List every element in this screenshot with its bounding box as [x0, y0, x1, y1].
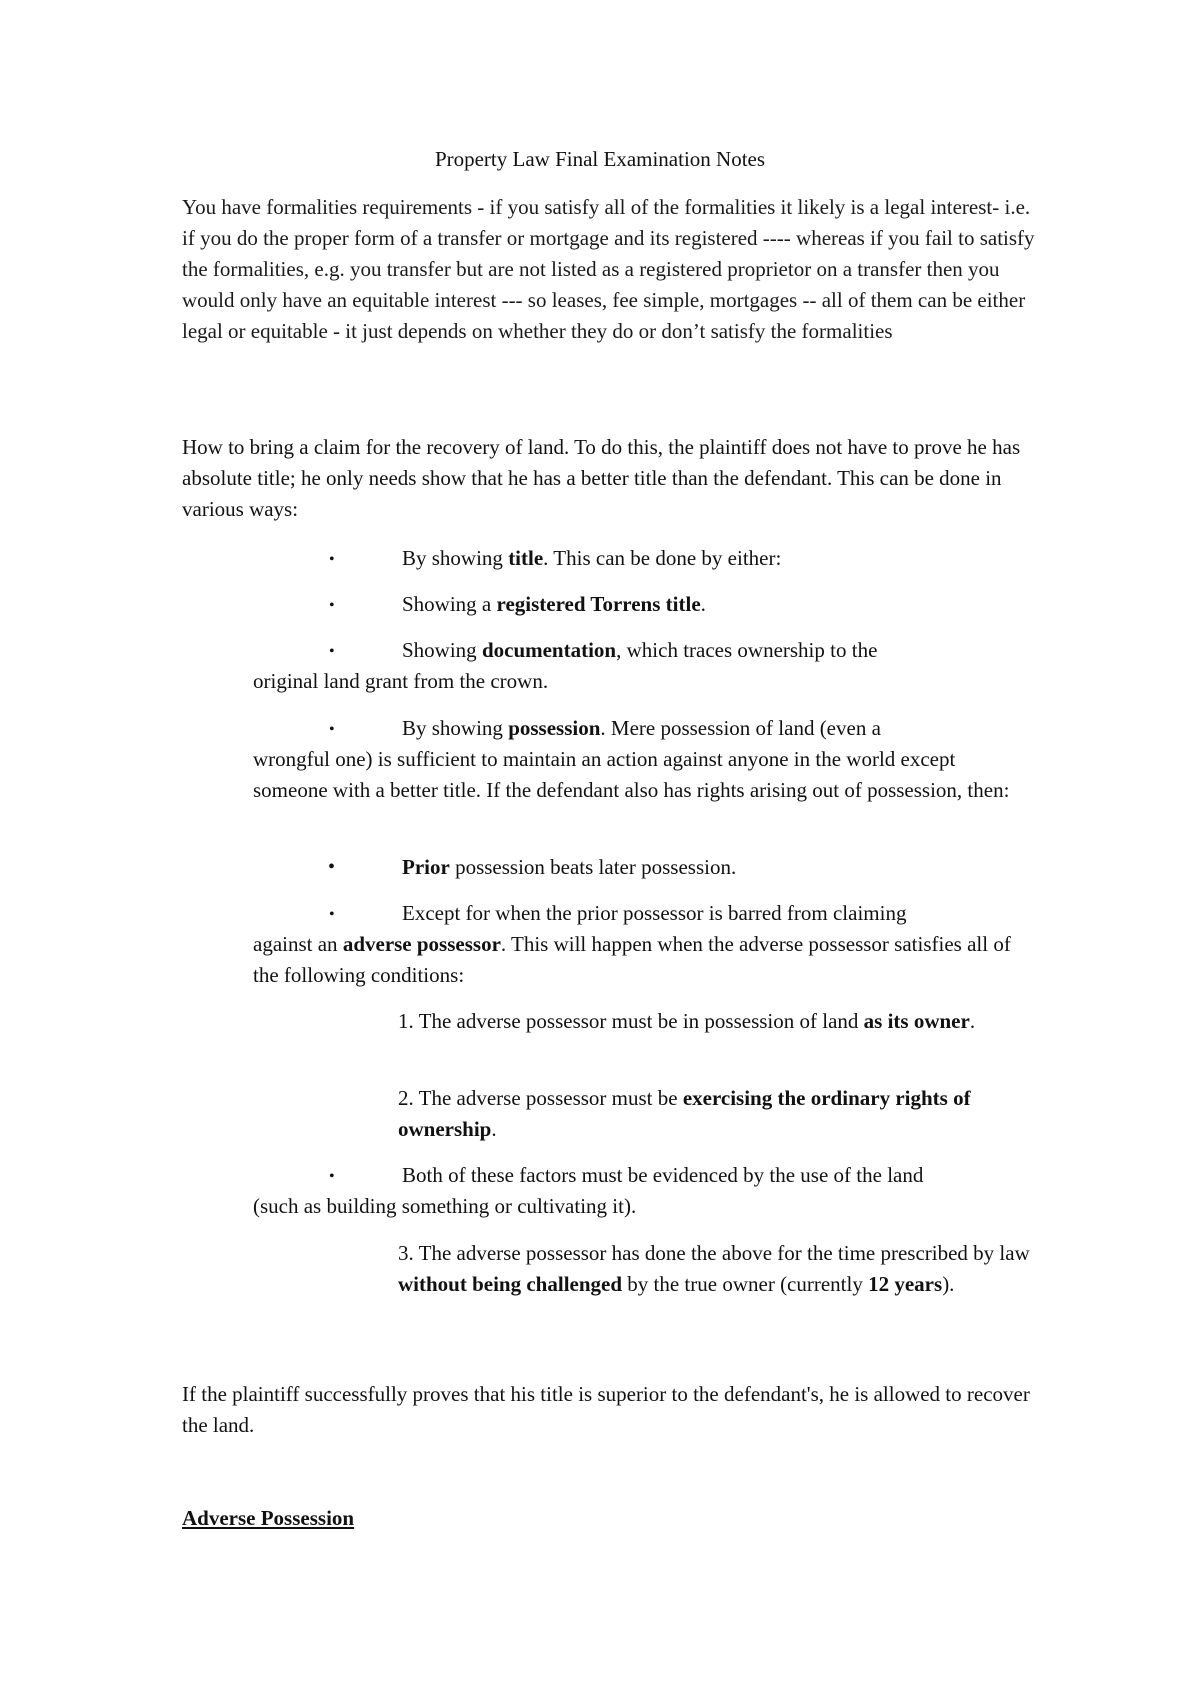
bullet-icon: • [329, 906, 335, 923]
list-item-continuation: (such as building something or cultivating it). [253, 1194, 637, 1218]
list-item-text: By showing possession. Mere possession of land (even a [402, 716, 881, 740]
intro-paragraph: You have formalities requirements - if you satisfy all of the formalities it likely is a legal interest- i.e. if you do the proper form of a transfer or mortgage and its registered ---- whereas if you fail to satisfy the formalities, e.g. you transfer but are not listed as a registered proprietor on a transfer then you would only have an equitable interest --- so leases, fee simple, mortgages -- all of them can be either legal or equitable - it just depends on whether they do or don’t satisfy the formalities [182, 195, 1035, 343]
list-item-text: Showing documentation, which traces ownership to the [402, 638, 878, 662]
list-item-text: Except for when the prior possessor is barred from claiming [402, 901, 907, 925]
list-item-text: By showing title. This can be done by either: [402, 546, 782, 570]
bullet-icon: • [329, 1168, 335, 1185]
bullet-icon: • [329, 643, 335, 660]
list-item-text: Showing a registered Torrens title. [402, 592, 706, 616]
bullet-icon: • [328, 856, 336, 878]
numbered-condition-3: 3. The adverse possessor has done the above for the time prescribed by law without being challenged by the true owner (currently 12 years). [398, 1241, 1030, 1296]
bullet-icon: • [329, 721, 335, 738]
section-heading: Adverse Possession [182, 1506, 355, 1530]
list-item-text: Prior possession beats later possession. [402, 855, 737, 879]
list-item-continuation: original land grant from the crown. [253, 669, 549, 693]
list-item-continuation: against an adverse possessor. This will happen when the adverse possessor satisfies all of the following conditions: [253, 932, 1011, 987]
recovery-paragraph: How to bring a claim for the recovery of land. To do this, the plaintiff does not have to prove he has absolute title; he only needs show that he has a better title than the defendant. This can be done in various ways: [182, 435, 1021, 521]
list-item-continuation: wrongful one) is sufficient to maintain an action against anyone in the world except someone with a better title. If the defendant also has rights arising out of possession, then: [253, 747, 1010, 802]
conclusion-paragraph: If the plaintiff successfully proves that his title is superior to the defendant's, he is allowed to recover the land. [182, 1382, 1030, 1437]
page-title: Property Law Final Examination Notes [434, 147, 766, 171]
numbered-condition-1: 1. The adverse possessor must be in possession of land as its owner. [398, 1009, 976, 1033]
numbered-condition-2: 2. The adverse possessor must be exercising the ordinary rights of ownership. [398, 1086, 971, 1141]
bullet-icon: • [329, 551, 335, 568]
list-item-text: Both of these factors must be evidenced by the use of the land [402, 1163, 924, 1187]
bullet-icon: • [329, 597, 335, 614]
